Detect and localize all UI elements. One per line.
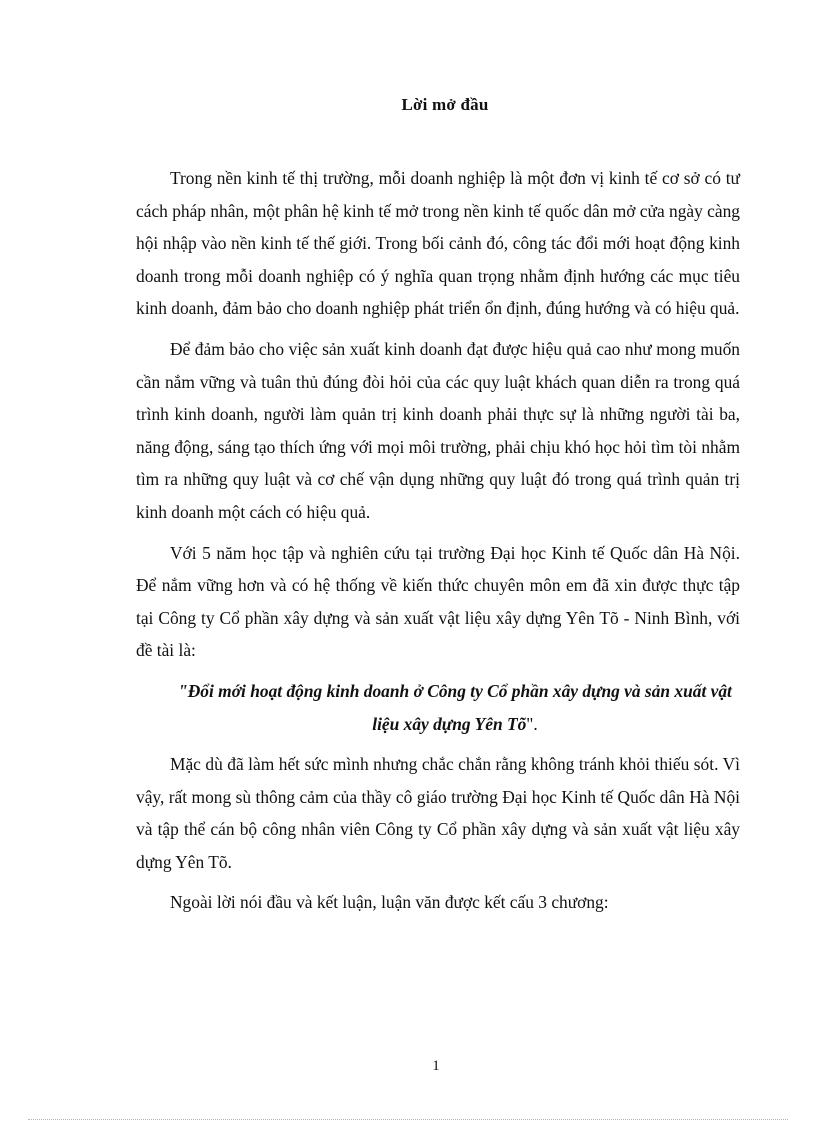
page-bottom-divider: [28, 1119, 788, 1120]
thesis-topic-tail: ".: [526, 713, 538, 734]
paragraph-management: Để đảm bảo cho việc sản xuất kinh doanh đạt được hiệu quả cao như mong muốn cần nắm vững và tuân thủ đúng đòi hỏi của các quy luật khách quan diễn ra trong quá trình kinh doanh, người làm quản trị kinh doanh phải thực sự là những người tài ba, năng động, sáng tạo thích ứng với mọi môi trường, phải chịu khó học hỏi tìm tòi nhằm tìm ra những quy luật và cơ chế vận dụng những quy luật đó trong quá trình quản trị kinh doanh một cách có hiệu quả.: [136, 338, 740, 522]
paragraph-internship: Với 5 năm học tập và nghiên cứu tại trường Đại học Kinh tế Quốc dân Hà Nội. Để nắm vững hơn và có hệ thống về kiến thức chuyên môn em đã xin được thực tập tại Công ty Cổ phần xây dựng và sản xuất vật liệu xây dựng Yên Tõ - Ninh Bình, với đề tài là:: [136, 542, 740, 661]
page-number: 1: [432, 1058, 440, 1074]
thesis-topic-text: "Đổi mới hoạt động kinh doanh ở Công ty Cổ phần xây dựng và sản xuất vật liệu xây dựng Yên Tõ: [178, 680, 732, 734]
document-body: [136, 162, 740, 927]
thesis-topic-quote: [136, 675, 740, 740]
document-title: Lời mở đầu: [401, 95, 489, 114]
paragraph-acknowledgement: Mặc dù đã làm hết sức mình nhưng chắc chắn rằng không tránh khỏi thiếu sót. Vì vậy, rất mong sù thông cảm của thầy cô giáo trường Đại học Kinh tế Quốc dân Hà Nội và tập thể cán bộ công nhân viên Công ty Cổ phần xây dựng và sản xuất vật liệu xây dựng Yên Tõ.: [136, 754, 740, 872]
paragraph-structure: Ngoài lời nói đầu và kết luận, luận văn được kết cấu 3 chương:: [170, 892, 609, 913]
paragraph-intro: Trong nền kinh tế thị trường, mỗi doanh nghiệp là một đơn vị kinh tế cơ sở có tư cách pháp nhân, một phân hệ kinh tế mở trong nền kinh tế quốc dân mở cửa ngày càng hội nhập vào nền kinh tế thế giới. Trong bối cảnh đó, công tác đổi mới hoạt động kinh doanh trong mỗi doanh nghiệp có ý nghĩa quan trọng nhằm định hướng các mục tiêu kinh doanh, đảm bảo cho doanh nghiệp phát triển ổn định, đúng hướng và có hiệu quả.: [136, 168, 740, 319]
